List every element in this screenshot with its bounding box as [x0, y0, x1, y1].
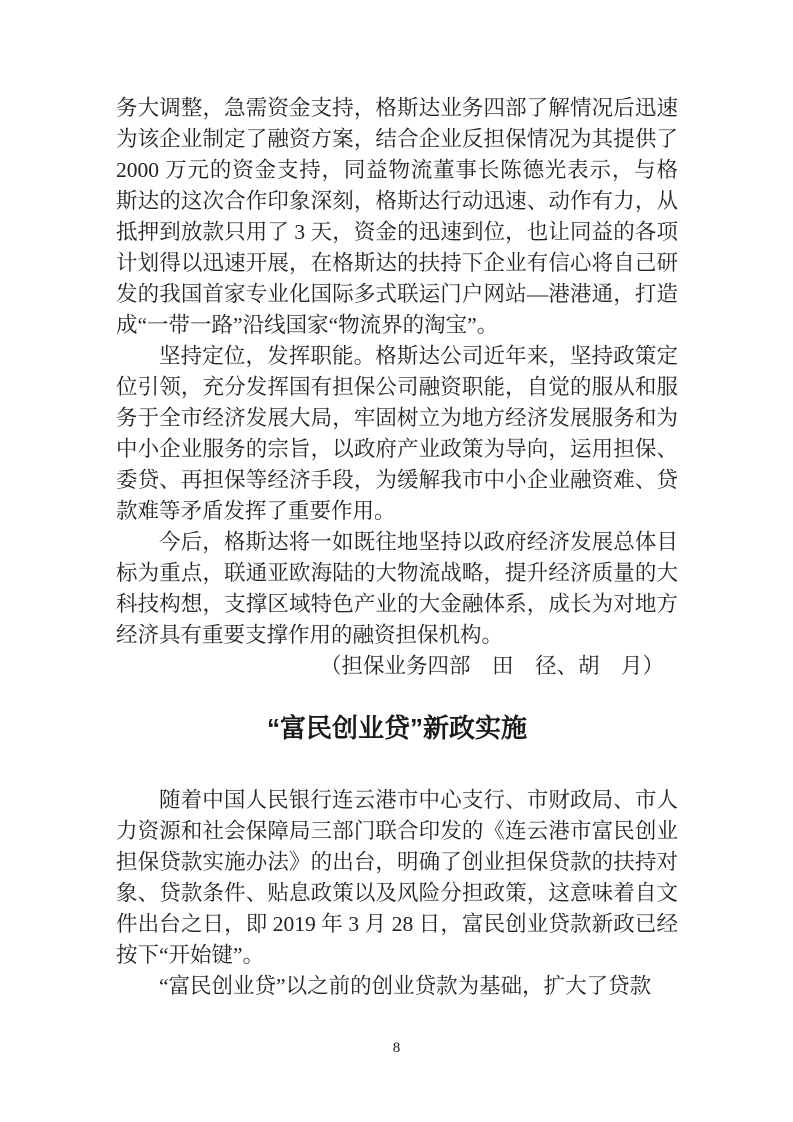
paragraph: 随着中国人民银行连云港市中心支行、市财政局、市人力资源和社会保障局三部门联合印发的《连云港市富民创业担保贷款实施办法》的出台，明确了创业担保贷款的扶持对象、贷款条件、贴息政策以及风险分担政策，这意味着自文件出台之日，即 2019 年 3 月 28 日，富民创业贷款新政已经按下“开始键”。	[116, 788, 678, 967]
page-number: 8	[392, 1040, 401, 1056]
paragraph-continuation: 务大调整，急需资金支持，格斯达业务四部了解情况后迅速为该企业制定了融资方案，结合企业反担保情况为其提供了 2000 万元的资金支持，同益物流董事长陈德光表示，与格斯达的这次合作印象深刻，格斯达行动迅速、动作有力，从抵押到放款只用了 3 天，资金的迅速到位，也让同益的各项计划得以迅速开展，在格斯达的扶持下企业有信心将自己研发的我国首家专业化国际多式联运门户网站—港港通，打造成“一带一路”沿线国家“物流界的淘宝”。	[116, 96, 678, 337]
paragraph: “富民创业贷”以之前的创业贷款为基础，扩大了贷款	[159, 974, 652, 998]
page-content	[116, 93, 678, 1002]
article-byline: （担保业务四部 田 径、胡 月）	[319, 654, 664, 678]
paragraph: 今后，格斯达将一如既往地坚持以政府经济发展总体目标为重点，联通亚欧海陆的大物流战略，提升经济质量的大科技构想，支撑区域特色产业的大金融体系，成长为对地方经济具有重要支撑作用的融资担保机构。	[116, 530, 678, 647]
article-title: “富民创业贷”新政实施	[266, 713, 527, 743]
paragraph: 坚持定位，发挥职能。格斯达公司近年来，坚持政策定位引领，充分发挥国有担保公司融资职能，自觉的服从和服务于全市经济发展大局，牢固树立为地方经济发展服务和为中小企业服务的宗旨，以政府产业政策为导向，运用担保、委贷、再担保等经济手段，为缓解我市中小企业融资难、贷款难等矛盾发挥了重要作用。	[116, 344, 678, 523]
